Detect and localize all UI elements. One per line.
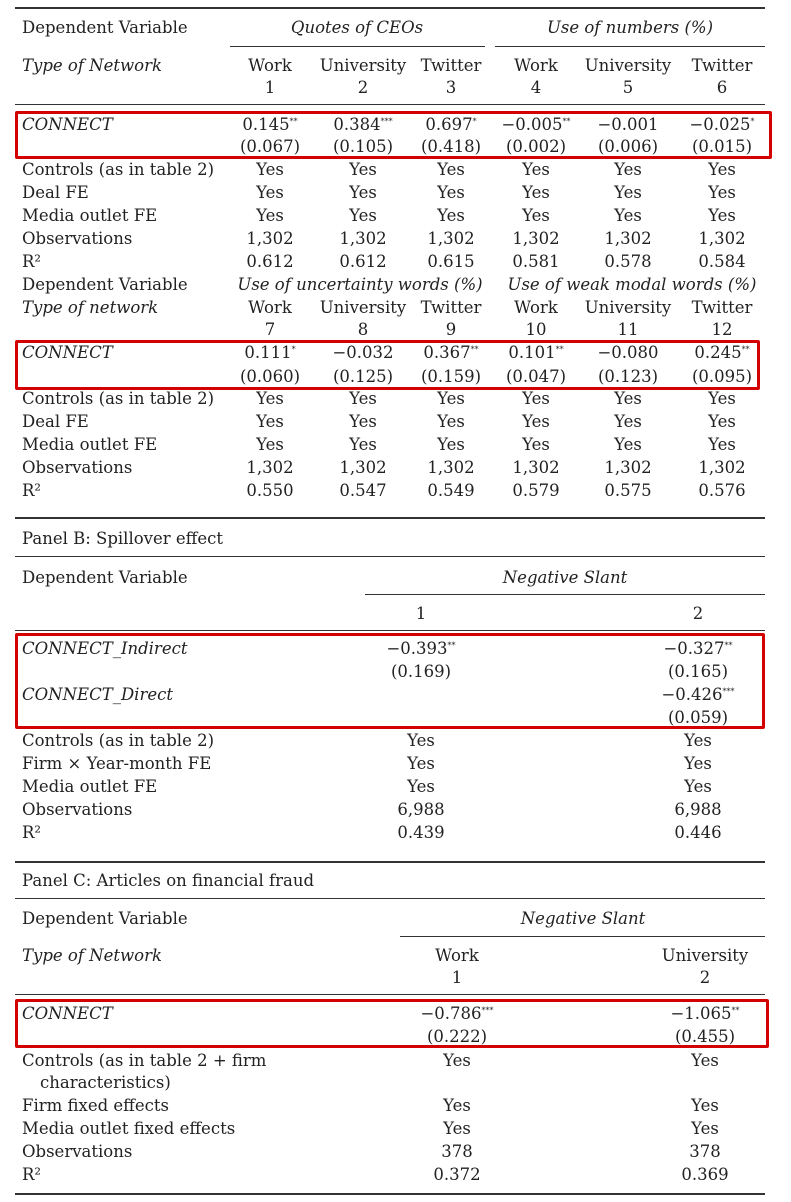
cell: 1,302 [698,458,746,477]
cell: 1,302 [246,229,294,248]
cell: Yes [691,1051,719,1070]
cell: Yes [349,412,377,431]
type-of-network-label: Type of network [22,298,159,317]
std-error: (0.047) [505,367,567,386]
cell: 0.446 [674,823,722,842]
cell: 1,302 [512,458,560,477]
cell: Yes [708,206,736,225]
row-label: Firm × Year-month FE [22,754,212,773]
cell: Yes [708,183,736,202]
col-header: Work [514,56,558,75]
col-number: 4 [530,78,542,97]
cell: Yes [443,1051,471,1070]
cell: 0.369 [681,1165,729,1184]
row-label: Firm fixed effects [22,1096,169,1115]
group-header-negative-slant: Negative Slant [520,909,646,928]
cell: Yes [708,412,736,431]
cell: Yes [691,1119,719,1138]
std-error: (0.169) [390,662,452,681]
coefficient: −0.032 [332,343,394,362]
row-label: Observations [22,800,133,819]
cell: Yes [349,183,377,202]
cell: 0.612 [339,252,387,271]
cell: Yes [684,777,712,796]
dependent-variable-label: Dependent Variable [22,275,188,294]
cell: Yes [522,206,550,225]
cell: 378 [441,1142,473,1161]
row-label: Media outlet FE [22,206,158,225]
panel-rule [15,517,765,519]
group-rule [495,46,765,47]
cell: Yes [437,389,465,408]
coefficient: −0.001 [597,115,659,134]
col-number: 11 [617,320,639,339]
cell: Yes [522,183,550,202]
col-header: University [584,298,672,317]
col-number: 7 [264,320,276,339]
row-label: Controls (as in table 2) [22,160,215,179]
coefficient: 0.111* [244,343,296,362]
cell: Yes [349,206,377,225]
header-rule [15,104,765,105]
cell: Yes [691,1096,719,1115]
row-label: Observations [22,1142,133,1161]
std-error: (0.418) [420,137,482,156]
col-number: 1 [264,78,276,97]
cell: 0.547 [339,481,387,500]
panel-rule [15,556,765,557]
std-error: (0.165) [667,662,729,681]
cell: 6,988 [397,800,445,819]
col-number: 9 [445,320,457,339]
cell: Yes [522,435,550,454]
cell: Yes [614,160,642,179]
cell: 0.584 [698,252,746,271]
cell: Yes [256,435,284,454]
cell: 1,302 [604,458,652,477]
cell: Yes [708,435,736,454]
col-header: Work [248,298,292,317]
row-label: Deal FE [22,412,89,431]
cell: Yes [684,731,712,750]
cell: 1,302 [604,229,652,248]
row-label: Media outlet FE [22,435,158,454]
coefficient: −0.786*** [420,1004,494,1023]
std-error: (0.095) [691,367,753,386]
panel-b-title: Panel B: Spillover effect [22,529,224,548]
group-header-negative-slant: Negative Slant [502,568,628,587]
connect-direct-label: CONNECT_Direct [22,685,173,704]
std-error: (0.002) [505,137,567,156]
cell: Yes [522,160,550,179]
bottom-rule [15,1193,765,1195]
group-header-quotes: Quotes of CEOs [290,18,424,37]
panel-c-title: Panel C: Articles on financial fraud [22,871,315,890]
coefficient: 0.697* [425,115,477,134]
coefficient: 0.367** [423,343,479,362]
cell: 1,302 [339,229,387,248]
cell: Yes [437,160,465,179]
col-header: University [661,946,749,965]
col-number: 2 [699,968,711,987]
coefficient: −0.005** [501,115,571,134]
coefficient: 0.245** [694,343,750,362]
row-label: R² [22,252,42,271]
dependent-variable-label: Dependent Variable [22,568,188,587]
cell: Yes [437,412,465,431]
cell: Yes [407,777,435,796]
col-number: 8 [357,320,369,339]
group-rule [230,46,485,47]
cell: 0.581 [512,252,560,271]
row-label: Controls (as in table 2 + firm [22,1051,267,1070]
std-error: (0.125) [332,367,394,386]
cell: Yes [522,412,550,431]
cell: 0.578 [604,252,652,271]
std-error: (0.015) [691,137,753,156]
std-error: (0.059) [667,708,729,727]
std-error: (0.123) [597,367,659,386]
row-label: Controls (as in table 2) [22,389,215,408]
cell: Yes [614,389,642,408]
row-label: R² [22,823,42,842]
coefficient: −0.080 [597,343,659,362]
cell: Yes [684,754,712,773]
cell: 378 [689,1142,721,1161]
cell: Yes [614,183,642,202]
connect-label: CONNECT [22,343,113,362]
connect-label: CONNECT [22,115,113,134]
row-label: Media outlet FE [22,777,158,796]
cell: Yes [256,206,284,225]
row-label: Controls (as in table 2) [22,731,215,750]
row-label: R² [22,1165,42,1184]
cell: 0.549 [427,481,475,500]
coefficient: −0.327** [663,639,733,658]
std-error: (0.222) [426,1027,488,1046]
col-header: University [584,56,672,75]
col-header: Twitter [691,298,753,317]
col-number: 10 [525,320,547,339]
group-header-weak-modal: Use of weak modal words (%) [507,275,757,294]
panel-rule [15,861,765,863]
type-of-network-label: Type of Network [22,946,162,965]
cell: Yes [614,206,642,225]
std-error: (0.060) [239,367,301,386]
coefficient: 0.145** [242,115,298,134]
header-rule [15,994,765,995]
row-label-continued: characteristics) [40,1073,171,1092]
cell: Yes [708,160,736,179]
cell: 0.372 [433,1165,481,1184]
cell: 1,302 [427,458,475,477]
connect-label: CONNECT [22,1004,113,1023]
cell: Yes [437,183,465,202]
cell: Yes [708,389,736,408]
col-header: University [319,298,407,317]
col-header: Twitter [420,56,482,75]
cell: 0.439 [397,823,445,842]
coefficient: −0.025* [689,115,755,134]
col-header: Work [435,946,479,965]
cell: 0.576 [698,481,746,500]
cell: 0.550 [246,481,294,500]
coefficient: 0.384*** [333,115,393,134]
dependent-variable-label: Dependent Variable [22,909,188,928]
coefficient: −1.065** [670,1004,740,1023]
col-number: 5 [622,78,634,97]
std-error: (0.006) [597,137,659,156]
cell: Yes [437,435,465,454]
row-label: Observations [22,229,133,248]
connect-indirect-label: CONNECT_Indirect [22,639,188,658]
coefficient: −0.426*** [661,685,735,704]
col-number: 2 [357,78,369,97]
cell: 6,988 [674,800,722,819]
cell: 0.575 [604,481,652,500]
col-number: 3 [445,78,457,97]
col-header: Work [248,56,292,75]
cell: Yes [614,435,642,454]
cell: 1,302 [339,458,387,477]
cell: Yes [443,1119,471,1138]
group-rule [365,594,765,595]
cell: Yes [437,206,465,225]
group-rule [400,936,765,937]
group-header-numbers: Use of numbers (%) [546,18,714,37]
cell: Yes [256,389,284,408]
col-header: Twitter [420,298,482,317]
cell: Yes [443,1096,471,1115]
std-error: (0.159) [420,367,482,386]
cell: 0.615 [427,252,475,271]
col-number: 2 [692,604,704,623]
cell: 1,302 [427,229,475,248]
col-header: Twitter [691,56,753,75]
col-number: 1 [451,968,463,987]
row-label: Observations [22,458,133,477]
type-of-network-label: Type of Network [22,56,162,75]
cell: Yes [407,731,435,750]
row-label: Media outlet fixed effects [22,1119,236,1138]
cell: Yes [407,754,435,773]
row-label: R² [22,481,42,500]
dependent-variable-label: Dependent Variable [22,18,188,37]
highlight-box [15,999,769,1048]
std-error: (0.067) [239,137,301,156]
col-number: 6 [716,78,728,97]
cell: Yes [614,412,642,431]
cell: 1,302 [512,229,560,248]
cell: 1,302 [698,229,746,248]
std-error: (0.455) [674,1027,736,1046]
row-label: Deal FE [22,183,89,202]
panel-rule [15,898,765,899]
col-header: Work [514,298,558,317]
col-number: 1 [415,604,427,623]
cell: Yes [256,160,284,179]
cell: Yes [522,389,550,408]
col-header: University [319,56,407,75]
cell: 1,302 [246,458,294,477]
std-error: (0.105) [332,137,394,156]
coefficient: −0.393** [386,639,456,658]
cell: Yes [349,389,377,408]
cell: Yes [256,183,284,202]
cell: 0.612 [246,252,294,271]
cell: 0.579 [512,481,560,500]
cell: Yes [349,435,377,454]
cell: Yes [256,412,284,431]
header-rule [15,630,765,631]
col-number: 12 [711,320,733,339]
top-rule [15,7,765,9]
cell: Yes [349,160,377,179]
group-header-uncertainty: Use of uncertainty words (%) [237,275,483,294]
coefficient: 0.101** [508,343,564,362]
